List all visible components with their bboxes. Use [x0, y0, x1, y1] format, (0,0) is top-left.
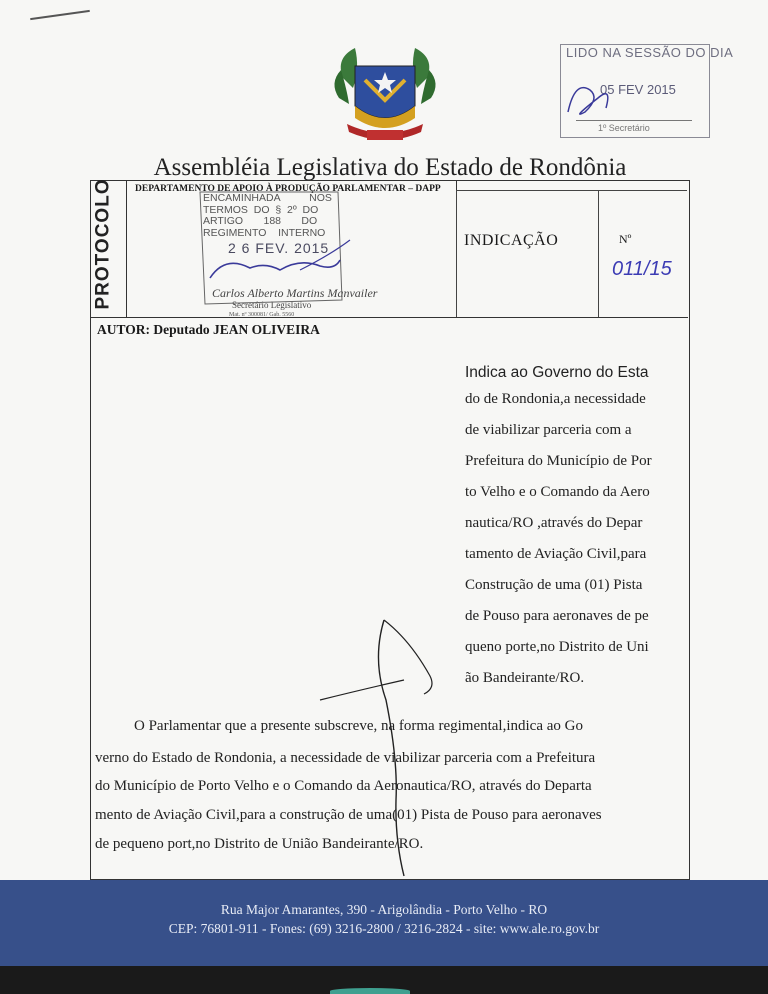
body-line: de pequeno port,no Distrito de União Bandeirante/RO. — [95, 836, 424, 852]
summary-line: de viabilizar parceria com a — [465, 422, 632, 438]
encaminhada-stamp-text: ENCAMINHADA NOS TERMOS DO § 2º DO ARTIGO 188 DO REGIMENTO INTERNO — [203, 192, 332, 239]
lido-stamp-role: 1º Secretário — [598, 123, 650, 133]
summary-line: queno porte,no Distrito de Uni — [465, 639, 649, 655]
summary-line: Construção de uma (01) Pista — [465, 577, 643, 593]
summary-line: to Velho e o Comando da Aero — [465, 484, 650, 500]
body-line: verno do Estado de Rondonia, a necessidade de viabilizar parceria com a Prefeitura — [95, 750, 596, 766]
lido-stamp-date: 05 FEV 2015 — [600, 82, 676, 97]
pen-stroke-mark — [30, 10, 90, 20]
footer-address: Rua Major Amarantes, 390 - Arigolândia - Porto Velho - RO — [220, 902, 548, 917]
body-line: mento de Aviação Civil,para a construção de uma(01) Pista de Pouso para aeronaves — [95, 807, 602, 823]
lido-stamp-title: LIDO NA SESSÃO DO DIA — [566, 45, 734, 60]
summary-line: Prefeitura do Município de Por — [465, 453, 652, 469]
number-value: 011/15 — [612, 258, 672, 280]
indicacao-cell — [456, 190, 687, 318]
assembly-title: Assembléia Legislativa do Estado de Rondônia — [153, 154, 627, 181]
summary-line: Indica ao Governo do Esta — [465, 364, 649, 381]
document-type: INDICAÇÃO — [464, 232, 559, 249]
summary-line: ão Bandeirante/RO. — [465, 670, 585, 686]
encaminhada-stamp-name: Carlos Alberto Martins Manvailer — [212, 286, 378, 300]
encaminhada-stamp-id: Mat. nº 300081/ Gab. 5560 — [229, 312, 295, 318]
summary-line: do de Rondonia,a necessidade — [465, 391, 646, 407]
author-divider — [90, 317, 688, 318]
body-line: O Parlamentar que a presente subscreve, na forma regimental,indica ao Go — [134, 718, 583, 734]
protocolo-label: PROTOCOLO — [92, 178, 114, 310]
author-label: AUTOR: Deputado JEAN OLIVEIRA — [97, 322, 320, 337]
body-line: do Município de Porto Velho e o Comando da Aeronautica/RO, através do Departa — [95, 778, 592, 794]
scan-edge-mark — [330, 988, 410, 994]
lido-stamp-divider — [576, 120, 692, 121]
number-label: Nº — [619, 232, 632, 246]
summary-line: de Pouso para aeronaves de pe — [465, 608, 649, 624]
rondonia-coat-of-arms-icon — [325, 38, 445, 148]
number-divider — [598, 190, 599, 317]
summary-line: nautica/RO ,através do Depar — [465, 515, 643, 531]
summary-line: tamento de Aviação Civil,para — [465, 546, 647, 562]
encaminhada-stamp-role: Secretário Legislativo — [232, 300, 312, 310]
footer-contact: CEP: 76801-911 - Fones: (69) 3216-2800 / 3216-2824 - site: www.ale.ro.gov.br — [168, 921, 600, 936]
department-label: DEPARTAMENTO DE APOIO À PRODUÇÃO PARLAMENTAR – DAPP — [135, 184, 441, 194]
encaminhada-stamp-date: 2 6 FEV. 2015 — [228, 240, 330, 256]
